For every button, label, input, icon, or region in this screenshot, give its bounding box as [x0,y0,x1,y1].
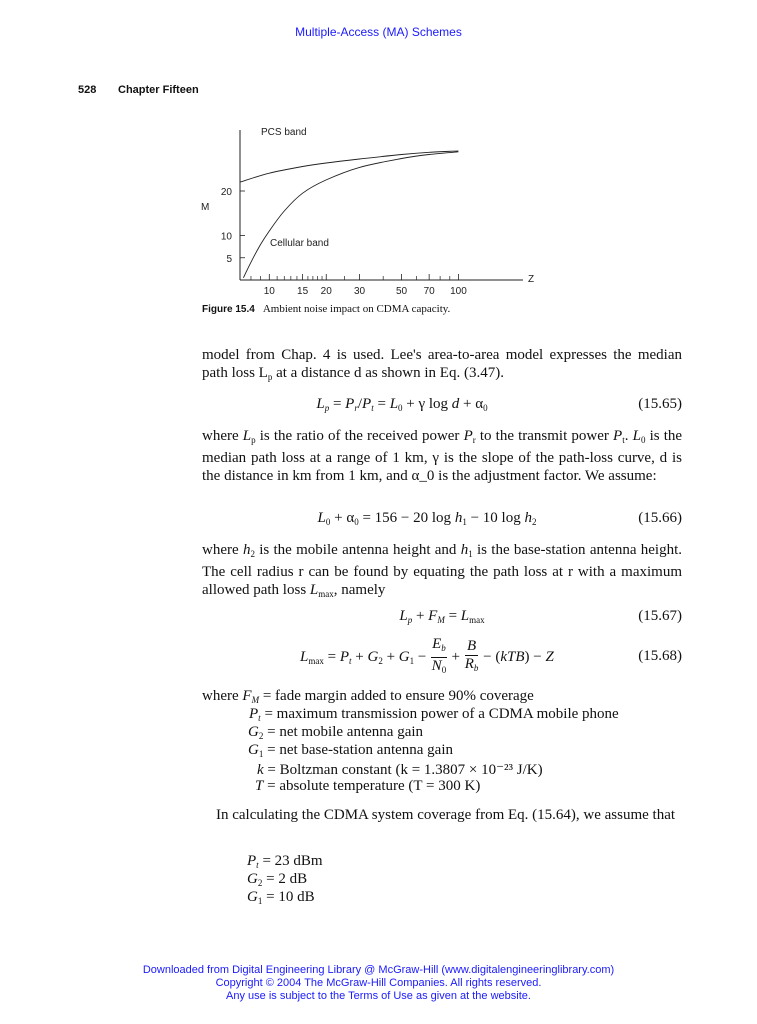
value-pt: 23 dBm [274,853,323,869]
x-tick-label: 50 [395,286,408,297]
paragraph-3: where $h_2$ is the mobile antenna height and $h_1$ is the base-station antenna height. The cell radius r can be found by equating the path loss at r with a maximum allowed path loss $L_{max}$, namely [202,542,683,599]
legend-pcs-band: PCS band [261,127,307,138]
equation-number: (15.65) [638,396,682,412]
x-axis-label: Z [528,274,535,285]
y-tick-label: 20 [220,187,232,198]
value-g1: 10 dB [278,889,315,905]
y-tick-label: 10 [220,231,232,243]
def-g1: net base-station antenna gain [279,742,453,758]
equation-number: (15.68) [638,648,682,664]
x-tick-label: 15 [297,286,309,297]
equation-15-67: $L_p + F_M = L_{max}$ (15.67) [399,608,682,625]
series-pcs-band [240,151,458,182]
equation-number: (15.67) [638,608,682,624]
paragraph-2: where $L_p$ is the ratio of the received power $P_r$ to the transmit power $P_t$. $L_0$ is the median path loss at a range of 1 km, γ is the slope of the path-loss curve, d is the distance in km from 1 km, and α_0 is the adjustment factor. We assume: [202,428,683,484]
x-tick-label: 70 [423,286,435,297]
x-tick-label: 10 [263,286,275,297]
download-footer [0,964,757,1003]
assumed-values: $P_t = 23$ dBm $G_2 = 2$ dB $G_1 = 10$ dB [247,853,323,906]
equation-15-66: $L_0 + \alpha_0 = 156 - 20$ $\log h_1 - 10$ $\log h_2$ (15.66) [317,510,682,527]
def-fm: fade margin added to ensure 90% coverage [275,688,534,704]
x-tick-label: 20 [320,286,332,297]
paragraph-4: In calculating the CDMA system coverage from Eq. (15.64), we assume that [216,807,676,823]
figure-chart [195,122,535,300]
chart-series [240,151,458,278]
equation-15-68: $L_{max} = P_t + G_2 + G_1$ − $\frac{E_b}{N_0}$ + $\frac{B}{R_b}$ − (kTB) − Z (15.68) [300,636,682,675]
y-tick-label: 5 [226,253,232,265]
figure-label: Figure 15.4 [202,304,255,315]
value-g2: 2 dB [278,871,308,887]
x-tick-label: 100 [450,286,467,297]
symbol-definitions: where $F_M$ = fade margin added to ensure 90% coverage $P_t$ = maximum transmission power of a CDMA mobile phone $G_2$ = net mobile antenna gain $G_1$ = net base-station antenna gain k = Boltzman constant (k = 1.3807 × 10⁻²³ J/K) T = absolute temperature (T = 300 K) [202,688,619,794]
equation-15-65: $L_p = P_r/P_t = L_0 + \gamma$ $\log d + \alpha_0$ (15.65) [316,396,682,413]
def-pt: maximum transmission power of a CDMA mobile phone [276,706,619,722]
def-t: absolute temperature (T = 300 K) [279,778,481,794]
chapter-title: Chapter Fifteen [118,84,199,96]
def-g2: net mobile antenna gain [279,724,424,740]
footer-line-1[interactable]: Downloaded from Digital Engineering Library @ McGraw-Hill (www.digitalengineeringlibrary.com) [142,964,615,976]
series-cellular-band [243,152,458,278]
x-tick-label: 30 [353,286,366,297]
figure-caption [202,303,450,315]
def-k: Boltzman constant (k = 1.3807 × 10⁻²³ J/K) [279,762,543,778]
footer-line-3: Any use is subject to the Terms of Use as given at the website. [226,990,531,1002]
chart-axes [240,130,523,280]
page-number: 528 [78,84,97,96]
paragraph-1: model from Chap. 4 is used. Lee's area-to-area model expresses the median path loss $L_p$ at a distance d as shown in Eq. (3.47). [202,347,682,382]
figure-caption-text: Ambient noise impact on CDMA capacity. [262,303,451,315]
legend-cellular-band: Cellular band [270,238,329,249]
equation-number: (15.66) [638,510,682,526]
footer-line-2: Copyright © 2004 The McGraw-Hill Companies. All rights reserved. [215,977,542,989]
y-axis-label: M [201,202,210,213]
running-header: Multiple-Access (MA) Schemes [295,25,462,39]
